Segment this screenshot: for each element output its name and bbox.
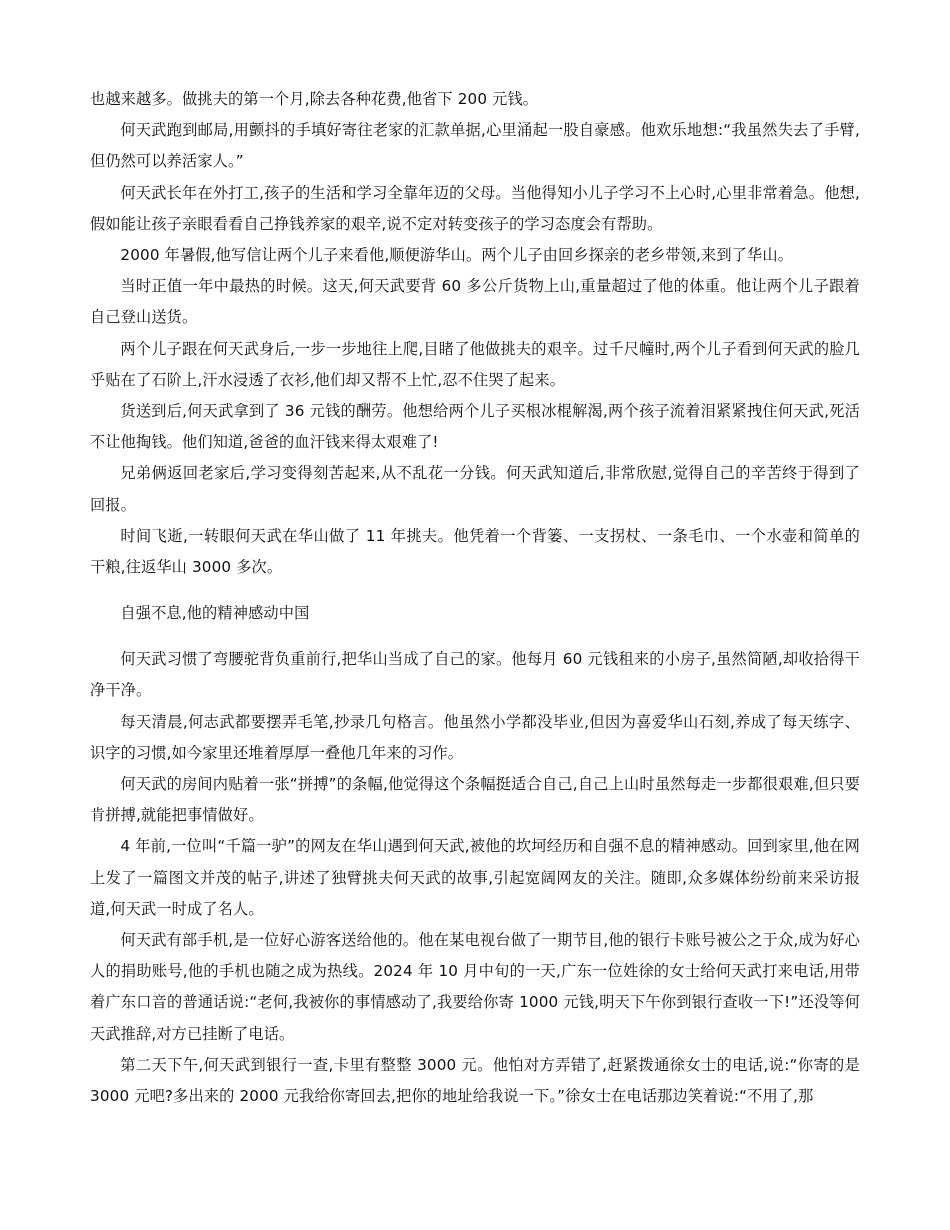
article-paragraph: 兄弟俩返回老家后,学习变得刻苦起来,从不乱花一分钱。何天武知道后,非常欣慰,觉得自己的辛苦终于得到了回报。 (90, 464, 860, 514)
article-paragraph: 何天武的房间内贴着一张“拼搏”的条幅,他觉得这个条幅挺适合自己,自己上山时虽然每走一步都很艰难,但只要肯拼搏,就能把事情做好。 (90, 775, 860, 825)
article-paragraph: 2000 年暑假,他写信让两个儿子来看他,顺便游华山。两个儿子由回乡探亲的老乡带领,来到了华山。 (120, 246, 794, 265)
article-paragraph: 何天武长年在外打工,孩子的生活和学习全靠年迈的父母。当他得知小儿子学习不上心时,心里非常着急。他想,假如能让孩子亲眼看看自己挣钱养家的艰辛,说不定对转变孩子的学习态度会有帮助。 (90, 183, 860, 233)
article-paragraph: 何天武跑到邮局,用颤抖的手填好寄往老家的汇款单据,心里涌起一股自豪感。他欢乐地想:“我虽然失去了手臂,但仍然可以养活家人。” (90, 121, 860, 171)
article-paragraph: 第二天下午,何天武到银行一查,卡里有整整 3000 元。他怕对方弄错了,赶紧拨通徐女士的电话,说:“你寄的是 3000 元吧?多出来的 2000 元我给你寄回去,把你的地址给我说一下。”徐女士在电话那边笑着说:“不用了,那 (90, 1055, 860, 1106)
section-heading: 自强不息,他的精神感动中国 (120, 604, 310, 623)
article-paragraph: 当时正值一年中最热的时候。这天,何天武要背 60 多公斤货物上山,重量超过了他的体重。他让两个儿子跟着自己登山送货。 (90, 277, 860, 327)
article-paragraph: 何天武有部手机,是一位好心游客送给他的。他在某电视台做了一期节目,他的银行卡账号被公之于众,成为好心人的捐助账号,他的手机也随之成为热线。2024 年 10 月中旬的一天,广东一位姓徐的女士给何天武打来电话,用带着广东口音的普通话说:“老何,我被你的事情感动了,我要给你寄 1000 元钱,明天下午你到银行查收一下!”还没等何天武推辞,对方已挂断了电话。 (90, 931, 860, 1043)
article-paragraph: 两个儿子跟在何天武身后,一步一步地往上爬,目睹了他做挑夫的艰辛。过千尺幢时,两个儿子看到何天武的脸几乎贴在了石阶上,汗水浸透了衣衫,他们却又帮不上忙,忍不住哭了起来。 (90, 339, 860, 389)
article-body (90, 84, 860, 1112)
article-paragraph: 4 年前,一位叫“千篇一驴”的网友在华山遇到何天武,被他的坎坷经历和自强不息的精神感动。回到家里,他在网上发了一篇图文并茂的帖子,讲述了独臂挑夫何天武的故事,引起宽阔网友的关注。随即,众多媒体纷纷前来采访报道,何天武一时成了名人。 (90, 837, 860, 918)
article-paragraph: 也越来越多。做挑夫的第一个月,除去各种花费,他省下 200 元钱。 (90, 90, 539, 108)
article-paragraph: 何天武习惯了弯腰驼背负重前行,把华山当成了自己的家。他每月 60 元钱租来的小房子,虽然简陋,却收拾得干净干净。 (90, 650, 860, 700)
article-paragraph: 每天清晨,何志武都要摆弄毛笔,抄录几句格言。他虽然小学都没毕业,但因为喜爱华山石刻,养成了每天练字、识字的习惯,如今家里还堆着厚厚一叠他几年来的习作。 (90, 712, 860, 762)
article-paragraph: 时间飞逝,一转眼何天武在华山做了 11 年挑夫。他凭着一个背篓、一支拐杖、一条毛巾、一个水壶和简单的干粮,往返华山 3000 多次。 (90, 526, 860, 577)
article-paragraph: 货送到后,何天武拿到了 36 元钱的酬劳。他想给两个儿子买根冰棍解渴,两个孩子流着泪紧紧拽住何天武,死活不让他掏钱。他们知道,爸爸的血汗钱来得太艰难了! (90, 402, 860, 452)
